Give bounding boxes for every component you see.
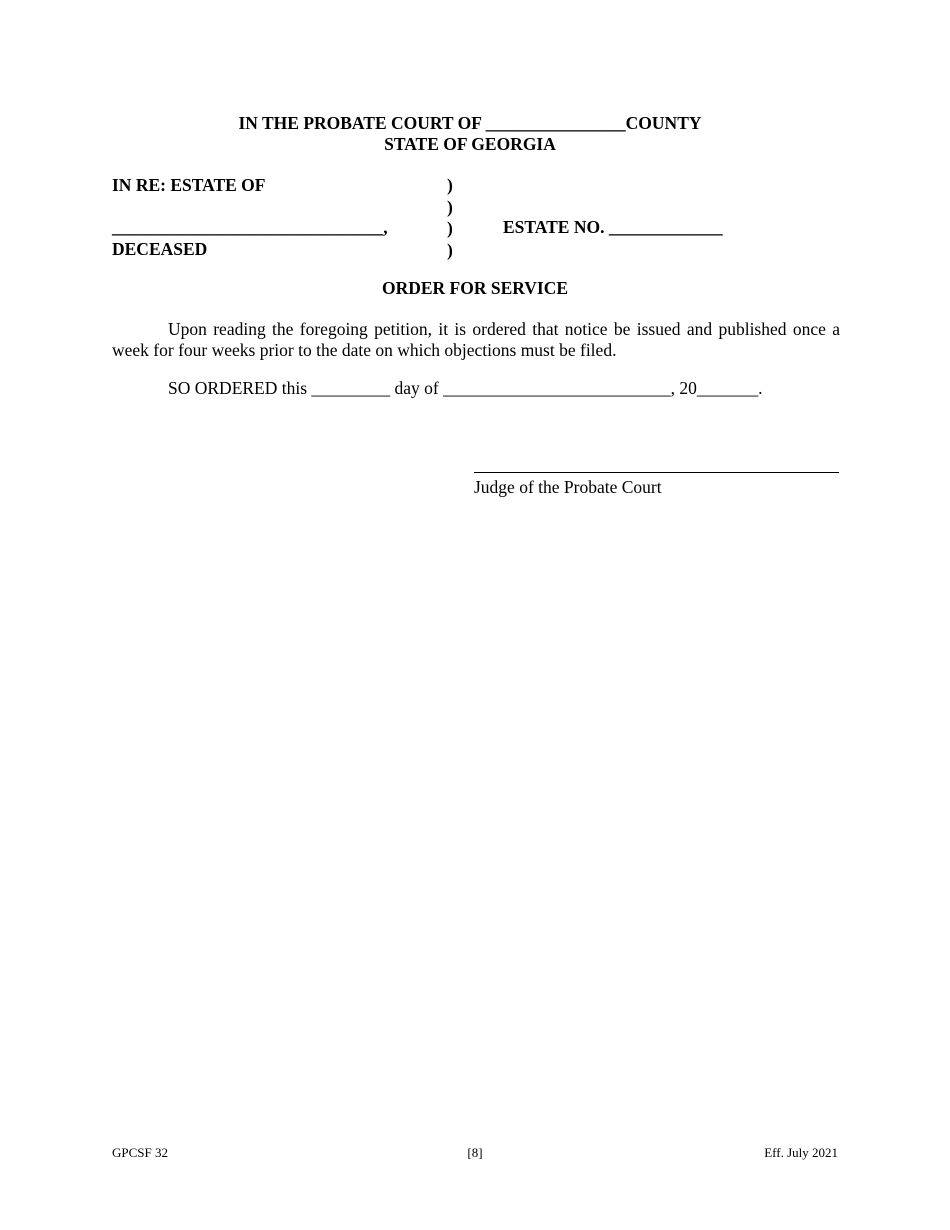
in-re-estate-label: IN RE: ESTATE OF (112, 175, 266, 195)
estate-number-field: ESTATE NO. _____________ (503, 217, 723, 237)
caption-parentheses (447, 175, 453, 261)
judge-signature-line (474, 472, 839, 473)
footer-effective-date: Eff. July 2021 (764, 1145, 838, 1160)
order-paragraph-text: Upon reading the foregoing petition, it is ordered that notice be issued and published once a week for four weeks prior to the date on which objections must be filed. (112, 319, 840, 360)
so-ordered-line: SO ORDERED this _________ day of __________________________, 20_______. (168, 378, 763, 398)
document-title: ORDER FOR SERVICE (381, 278, 569, 298)
deceased-label: DECEASED (112, 239, 208, 259)
caption-paren: ) (447, 175, 453, 195)
footer-form-id: GPCSF 32 (112, 1145, 168, 1160)
caption-paren: ) (447, 239, 453, 260)
judge-signature-label: Judge of the Probate Court (474, 477, 662, 497)
footer-page-number: [8] (467, 1145, 483, 1160)
state-line: STATE OF GEORGIA (384, 134, 556, 154)
decedent-name-blank: _______________________________, (112, 217, 388, 237)
caption-paren: ) (447, 218, 453, 238)
caption-paren: ) (447, 196, 453, 217)
court-header (0, 113, 940, 155)
order-paragraph (112, 319, 840, 361)
court-line: IN THE PROBATE COURT OF ________________COUNTY (238, 113, 702, 133)
